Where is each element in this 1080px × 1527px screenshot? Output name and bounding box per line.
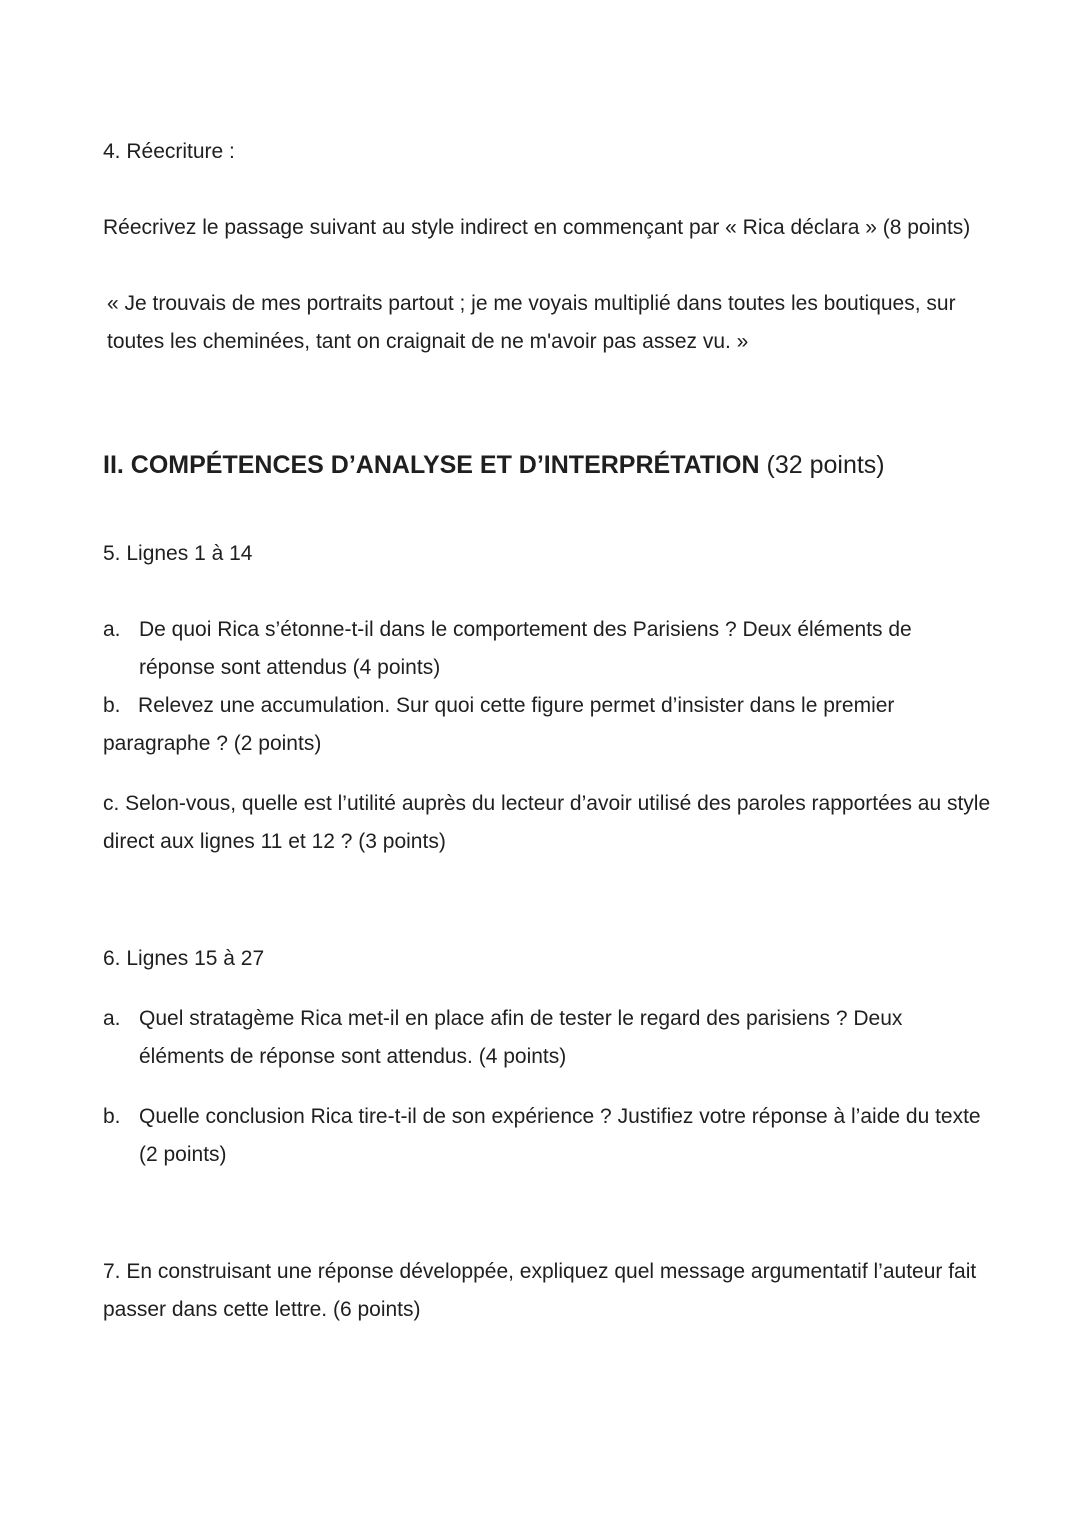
q5-heading: 5. Lignes 1 à 14 [103,542,253,565]
q6-item-a-text: Quel stratagème Rica met-il en place afin de tester le regard des parisiens ? Deux éléments de réponse sont attendus. (4 points) [139,1007,903,1068]
q6-item-b-text: Quelle conclusion Rica tire-t-il de son expérience ? Justifiez votre réponse à l’aide du texte (2 points) [139,1105,981,1166]
q5-item-b [103,687,993,763]
q4-quote: « Je trouvais de mes portraits partout ; je me voyais multiplié dans toutes les boutiques, sur toutes les cheminées, tant on craignait de ne m'avoir pas assez vu. » [107,292,956,353]
q6-item-a-marker: a. [103,1007,121,1030]
q4-instruction: Réecrivez le passage suivant au style indirect en commençant par « Rica déclara » (8 points) [103,216,971,239]
q5-item-a-text: De quoi Rica s’étonne-t-il dans le comportement des Parisiens ? Deux éléments de réponse sont attendus (4 points) [139,618,912,679]
section-2-title [103,447,993,483]
q5-item-b-marker: b. [103,694,121,717]
section-2-title-points: (32 points) [766,451,885,479]
q5-item-b-text: Relevez une accumulation. Sur quoi cette figure permet d’insister dans le premier paragraphe ? (2 points) [103,694,895,755]
q4-heading: 4. Réecriture : [103,140,235,163]
q6-item-a [103,1000,993,1076]
q6-item-b [103,1098,993,1174]
q5-item-a [103,611,993,687]
q5-item-c: c. Selon-vous, quelle est l’utilité auprès du lecteur d’avoir utilisé des paroles rapportées au style direct aux lignes 11 et 12 ? (3 points) [103,792,991,853]
q6-heading: 6. Lignes 15 à 27 [103,947,265,970]
q7-text: 7. En construisant une réponse développée, expliquez quel message argumentatif l’auteur fait passer dans cette lettre. (6 points) [103,1260,977,1321]
q5-item-a-marker: a. [103,618,121,641]
section-2-title-text: II. COMPÉTENCES D’ANALYSE ET D’INTERPRÉTATION [103,451,760,479]
q6-item-b-marker: b. [103,1105,121,1128]
document-page [103,133,993,1329]
